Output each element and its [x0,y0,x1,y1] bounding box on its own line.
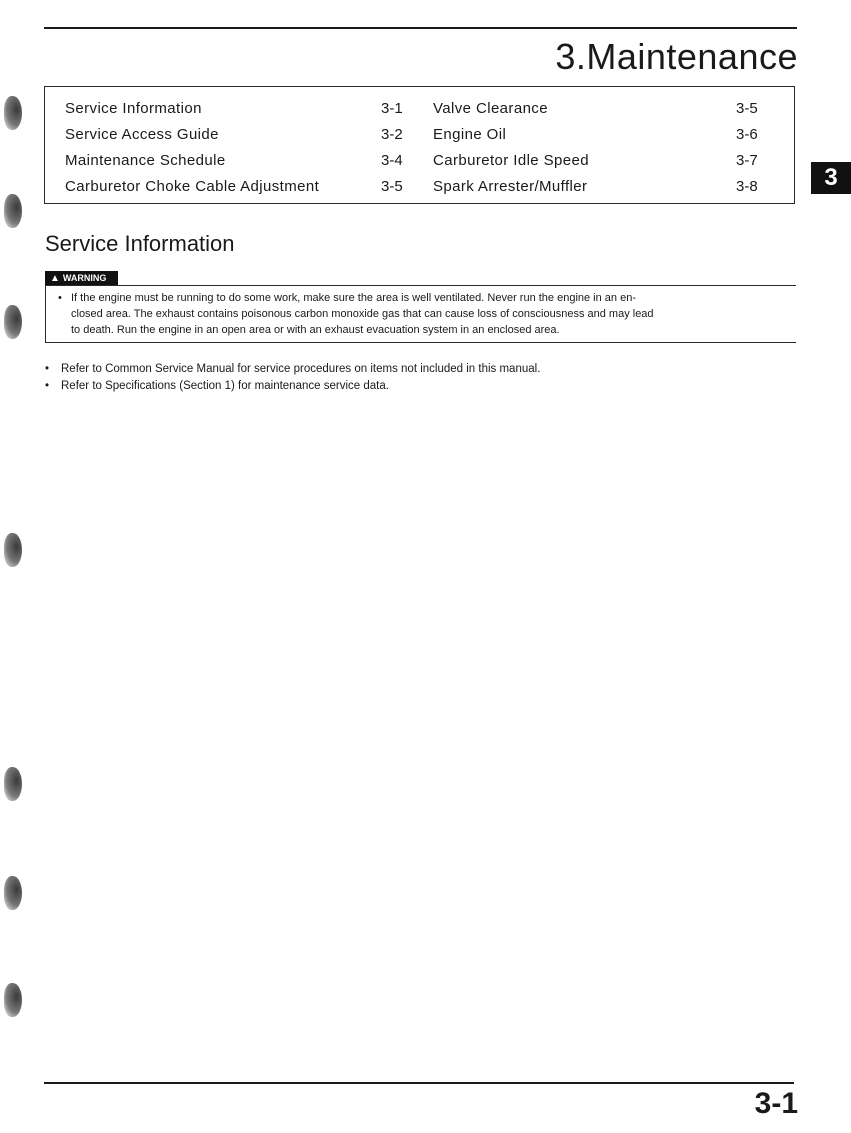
table-of-contents [44,86,795,204]
warning-label: WARNING [62,273,107,283]
toc-page-spark-arrester-muffler: 3-8 [736,178,758,195]
note-item [45,380,389,392]
page-number: 3-1 [754,1087,798,1120]
toc-page-valve-clearance: 3-5 [736,100,758,117]
toc-link-maintenance-schedule[interactable]: Maintenance Schedule [65,152,226,169]
toc-link-valve-clearance[interactable]: Valve Clearance [433,100,548,117]
bullet-icon: • [58,292,62,304]
toc-link-service-access-guide[interactable]: Service Access Guide [65,126,219,143]
toc-page-choke-cable-adjustment: 3-5 [381,178,403,195]
toc-link-service-information[interactable]: Service Information [65,100,202,117]
section-heading: Service Information [45,231,235,256]
footer-rule [44,1082,794,1084]
bullet-icon: • [45,363,50,375]
warning-text-line: to death. Run the engine in an open area or with an exhaust evacuation system in an enclosed area. [71,324,560,336]
binder-hole [4,767,22,801]
toc-page-service-access-guide: 3-2 [381,126,403,143]
toc-link-choke-cable-adjustment[interactable]: Carburetor Choke Cable Adjustment [65,178,320,195]
toc-page-engine-oil: 3-6 [736,126,758,143]
section-tab: 3 [811,162,851,194]
warning-text-line: If the engine must be running to do some work, make sure the area is well ventilated. Never run the engine in an en- [71,292,636,304]
binder-hole [4,96,22,130]
bullet-icon: • [45,380,50,392]
warning-triangle-icon: ▲ [50,273,60,284]
header-rule [44,27,797,29]
chapter-title: 3.Maintenance [555,36,798,77]
warning-box [45,285,796,343]
note-item [45,363,540,375]
note-text: Refer to Specifications (Section 1) for maintenance service data. [61,380,389,392]
binder-hole [4,305,22,339]
note-text: Refer to Common Service Manual for service procedures on items not included in this manual. [61,363,541,375]
toc-page-carburetor-idle-speed: 3-7 [736,152,758,169]
binder-hole [4,983,22,1017]
warning-badge [45,271,118,285]
toc-link-spark-arrester-muffler[interactable]: Spark Arrester/Muffler [433,178,588,195]
binder-hole [4,533,22,567]
binder-hole [4,876,22,910]
toc-link-engine-oil[interactable]: Engine Oil [433,126,507,143]
toc-link-carburetor-idle-speed[interactable]: Carburetor Idle Speed [433,152,589,169]
toc-page-service-information: 3-1 [381,100,403,117]
toc-page-maintenance-schedule: 3-4 [381,152,403,169]
binder-hole [4,194,22,228]
warning-text-line: closed area. The exhaust contains poisonous carbon monoxide gas that can cause loss of consciousness and may lead [71,308,654,320]
